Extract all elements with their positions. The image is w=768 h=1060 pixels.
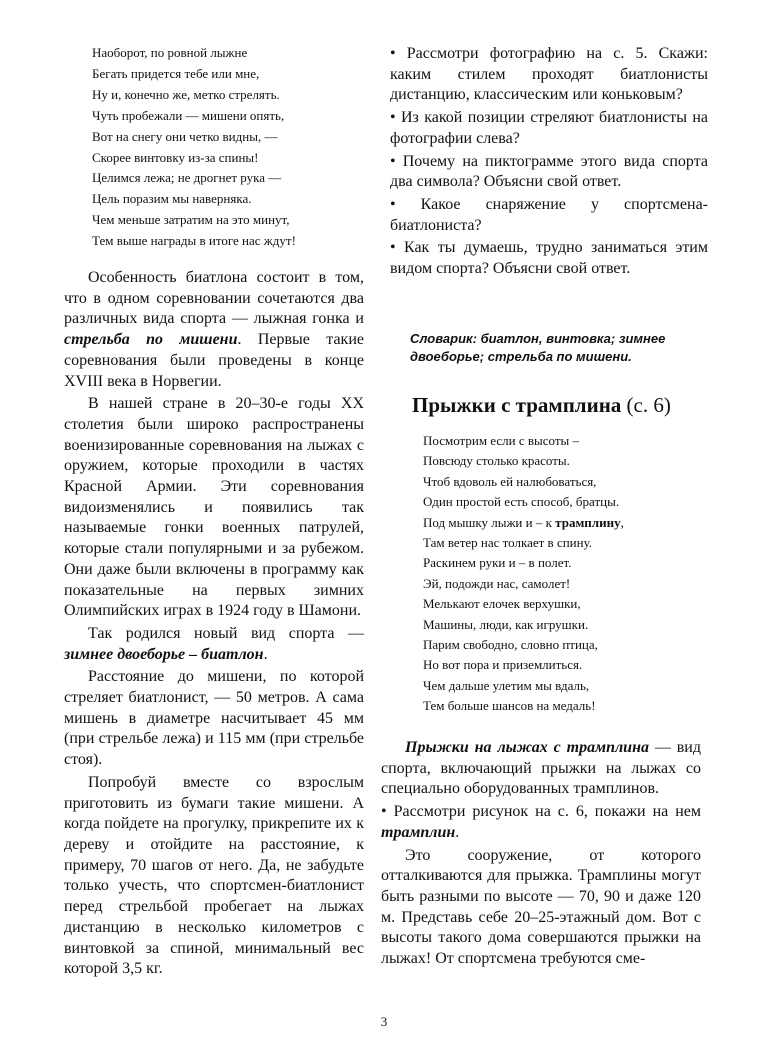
text-run: Так родился новый вид спорта — — [88, 624, 364, 642]
paragraph-definition — [381, 738, 701, 800]
poem-line: Чем меньше затратим на это минут, — [92, 212, 290, 228]
vocabulary-box: Словарик: биатлон, винтовка; зимнее двоеборье; стрельба по мишени. — [410, 331, 666, 364]
poem-line: Чуть пробежали — мишени опять, — [92, 107, 285, 123]
text-run: . — [455, 823, 460, 841]
question-item: • Из какой позиции стреляют биатлонисты на фотографии слева? — [390, 109, 708, 147]
poem-line: Эй, подожди нас, самолет! — [423, 575, 571, 591]
text-run: Особенность биатлона состоит в том, что в одном соревновании сочетаются два различных вида спорта — лыжная гонка и — [64, 269, 364, 328]
question-item: • Какое снаряжение у спортсмена-биатлониста? — [390, 195, 708, 234]
paragraph-activity: Попробуй вместе со взрослым приготовить из бумаги такие мишени. А когда пойдете на прогулку, прикрепите их к дереву и отойдите на расстояние, к примеру, 70 шагов от него. Да, не забудьте только учесть, что спортсмен-биатлонист перед стрельбой пробегает на лыжах дистанцию в несколько километров с винтовкой за спиной, минимальный вес которой 3,5 кг. — [64, 773, 364, 978]
question-item: • Почему на пиктограмме этого вида спорта два символа? Объясни свой ответ. — [390, 152, 708, 191]
poem-left — [92, 43, 362, 252]
poem-line: Целимся лежа; не дрогнет рука — — [92, 170, 282, 186]
poem-line: Мелькают елочек верхушки, — [423, 596, 581, 612]
poem-line: Цель поразим мы наверняка. — [92, 191, 252, 207]
text-run: — вид спорта, включающий прыжки на лыжах со специально оборудованных трамплинов. — [381, 739, 702, 798]
question-item — [381, 802, 701, 843]
poem-line: Машины, люди, как игрушки. — [423, 616, 589, 632]
poem-line: Посмотрим если с высоты – — [423, 433, 580, 448]
poem-line: Один простой есть способ, братцы. — [423, 494, 620, 510]
left-column-text — [64, 268, 364, 980]
heading-page-ref: (с. 6) — [621, 393, 671, 417]
poem-line: Парим свободно, словно птица, — [423, 637, 598, 653]
poem-line: Тем выше награды в итоге нас ждут! — [92, 233, 296, 249]
poem-line: Раскинем руки и – в полет. — [423, 555, 572, 571]
poem-line: Бегать придется тебе или мне, — [92, 65, 260, 81]
poem-line: Ну и, конечно же, метко стрелять. — [92, 86, 280, 102]
questions-list — [390, 44, 708, 280]
term-ramp-bold: трамплину — [555, 514, 621, 530]
ski-jumping-text — [381, 738, 701, 970]
paragraph-biathlon-feature — [64, 268, 364, 392]
poem-line: Наоборот, по ровной лыжне — [92, 45, 248, 60]
page-number: 3 — [380, 1014, 388, 1029]
heading-title: Прыжки с трамплина — [412, 393, 622, 417]
poem-right — [423, 431, 713, 717]
text-run: . Первые такие соревнования были проведены в конце XVIII века в Норвегии. — [64, 331, 364, 390]
paragraph-new-sport — [64, 624, 364, 665]
poem-line: Скорее винтовку из-за спины! — [92, 149, 259, 165]
question-item: • Рассмотри фотографию на с. 5. Скажи: каким стилем проходят биатлонисты дистанцию, классическим или коньковым? — [390, 45, 708, 104]
text-run: . — [263, 645, 268, 663]
poem-line: Под мышку лыжи и – к трамплину, — [423, 514, 624, 530]
poem-line: Там ветер нас толкает в спину. — [423, 535, 593, 551]
paragraph-target-distance: Расстояние до мишени, по которой стреляет биатлонист, — 50 метров. А сама мишень в диаметре насчитывает 45 мм (при стрельбе лежа) и 115 мм (при стрельбе стоя). — [64, 668, 364, 769]
term-shooting: стрельба по мишени — [64, 331, 238, 349]
section-heading — [412, 392, 712, 418]
poem-line: Вот на снегу они четко видны, — — [92, 128, 278, 144]
term-ski-jumping: Прыжки на лыжах с трамплина — [405, 739, 649, 756]
text-run: • Рассмотри рисунок на с. 6, покажи на нем — [381, 803, 701, 821]
question-item: • Как ты думаешь, трудно заниматься этим видом спорта? Объясни свой ответ. — [390, 239, 708, 278]
paragraph-history: В нашей стране в 20–30-е годы XX столетия были широко распространены военизированные соревнования на лыжах с оружием, которые проходили в частях Красной Армии. Эти соревнования видоизменялись и появились так называемые гонки военных патрулей, которые стали популярными и за рубежом. Они даже были включены в программу как показательные на первых зимних Олимпийских играх в 1924 году в Шамони. — [64, 395, 364, 620]
poem-line: Чем дальше улетим мы вдаль, — [423, 677, 590, 693]
term-biathlon: зимнее двоеборье – биатлон — [64, 645, 264, 663]
poem-line: Тем больше шансов на медаль! — [423, 698, 596, 714]
paragraph-ramp-description: Это сооружение, от которого отталкиваются для прыжка. Трамплины могут быть разными по высоте — 70, 90 и даже 120 м. Представь себе 20–25-этажный дом. Вот с высоты такого дома совершаются прыжки на лыжах! От спортсмена требуются сме- — [381, 846, 701, 968]
poem-line: Но вот пора и приземлиться. — [423, 657, 583, 673]
term-ramp: трамплин — [381, 823, 456, 841]
poem-line: Повсюду столько красоты. — [423, 453, 570, 469]
poem-line: Чтоб вдоволь ей налюбоваться, — [423, 473, 597, 489]
